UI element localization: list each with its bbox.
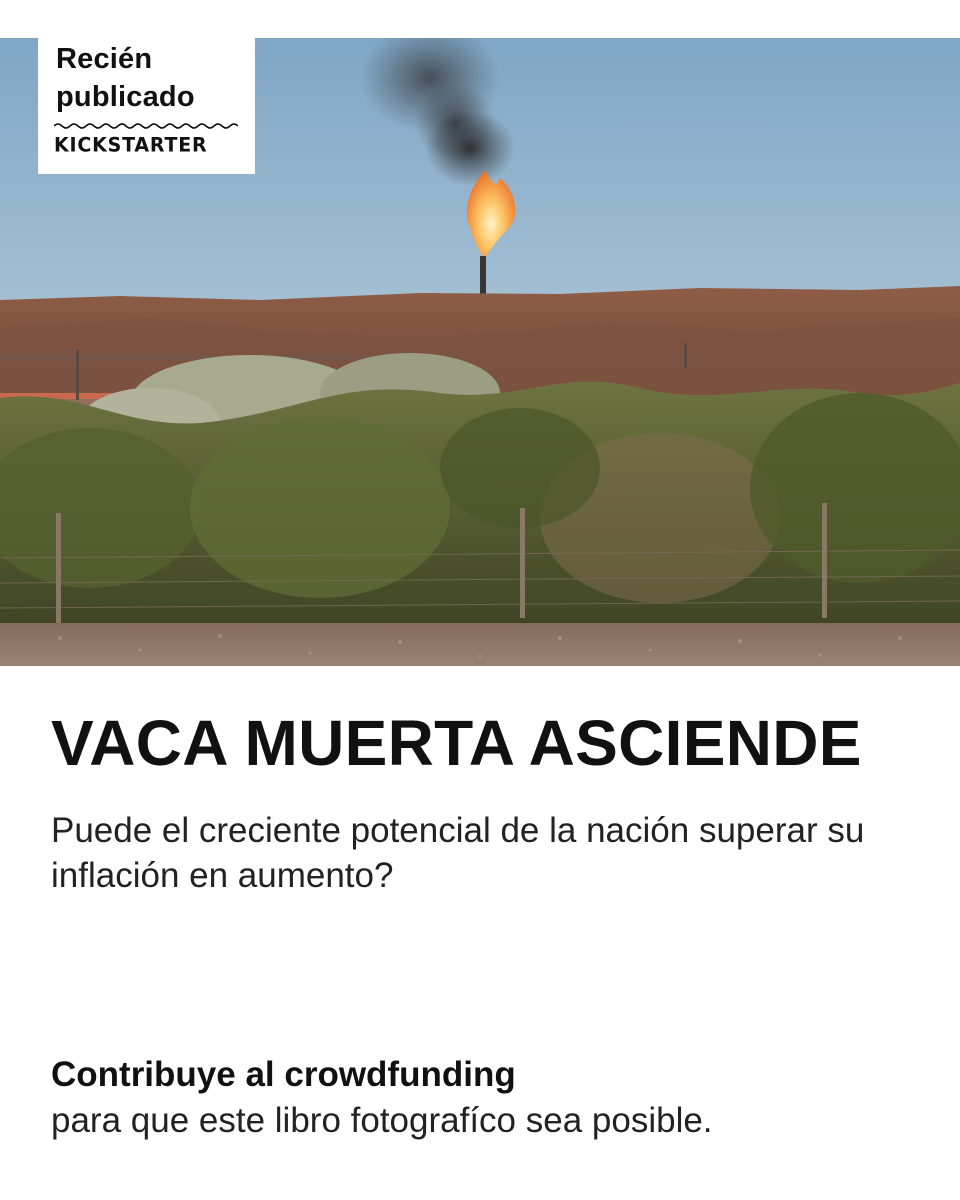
- wave-divider-icon: [54, 122, 238, 130]
- cta-rest-text: para que este libro fotografíco sea posible.: [51, 1101, 713, 1140]
- badge-line-1: Recién: [56, 43, 153, 75]
- call-to-action: [51, 1052, 931, 1144]
- kickstarter-logo: KICKSTARTER: [54, 133, 208, 157]
- recently-published-badge: [38, 38, 255, 174]
- subtitle: Puede el creciente potencial de la nación superar su inflación en aumento?: [51, 811, 865, 895]
- cta-strong-text: Contribuye al crowdfunding: [51, 1055, 516, 1094]
- page-title: VACA MUERTA ASCIENDE: [51, 707, 862, 779]
- badge-line-2: publicado: [56, 81, 195, 113]
